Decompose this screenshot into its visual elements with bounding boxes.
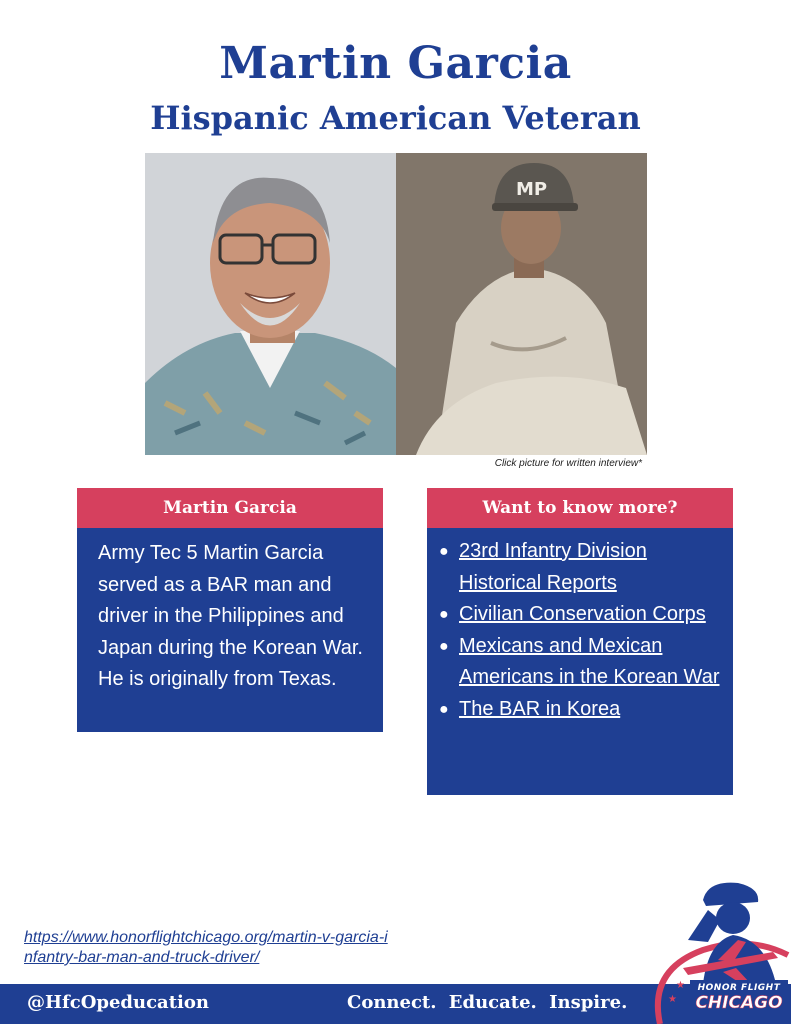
links-card-heading: Want to know more? <box>427 488 733 528</box>
bullet-icon: ● <box>439 606 449 623</box>
bullet-icon: ● <box>439 637 449 655</box>
source-url-link[interactable]: https://www.honorflightchicago.org/martin-v-garcia-infantry-bar-man-and-truck-driver/ <box>24 929 388 966</box>
portrait-photo-recent <box>145 153 396 455</box>
photo-caption: Click picture for written interview* <box>494 458 642 469</box>
bio-text: Army Tec 5 Martin Garcia served as a BAR man and driver in the Philippines and Japan during the Korean War. He is originally from Texas. <box>98 542 363 690</box>
svg-text:★: ★ <box>676 980 685 991</box>
link-bar-in-korea[interactable]: The BAR in Korea <box>459 697 621 720</box>
page-title: Martin Garcia <box>219 38 572 89</box>
veteran-photo-link[interactable] <box>145 153 647 455</box>
list-item <box>439 631 725 694</box>
bio-card <box>77 488 383 732</box>
links-list <box>427 528 733 725</box>
list-item <box>439 694 725 726</box>
bio-card-heading: Martin Garcia <box>77 488 383 528</box>
page-subtitle: Hispanic American Veteran <box>150 99 641 137</box>
link-23rd-infantry[interactable]: 23rd Infantry Division Historical Reports <box>459 540 647 594</box>
helmet-mp-text: MP <box>516 179 548 200</box>
honor-flight-logo <box>648 880 791 1024</box>
portrait-photo-vintage <box>396 153 647 455</box>
logo-line-1: HONOR FLIGHT <box>697 983 781 993</box>
tagline: Connect. Educate. Inspire. <box>347 992 628 1013</box>
bullet-icon: ● <box>439 543 449 560</box>
list-item <box>439 536 725 599</box>
bullet-icon: ● <box>439 700 449 718</box>
social-handle: @HfcOpeducation <box>27 992 209 1013</box>
link-ccc[interactable]: Civilian Conservation Corps <box>459 603 706 625</box>
list-item <box>439 599 725 631</box>
link-mexican-americans[interactable]: Mexicans and Mexican Americans in the Korean War <box>459 634 720 688</box>
logo-line-2: CHICAGO <box>695 993 783 1013</box>
links-card <box>427 488 733 795</box>
svg-text:★: ★ <box>668 994 677 1005</box>
